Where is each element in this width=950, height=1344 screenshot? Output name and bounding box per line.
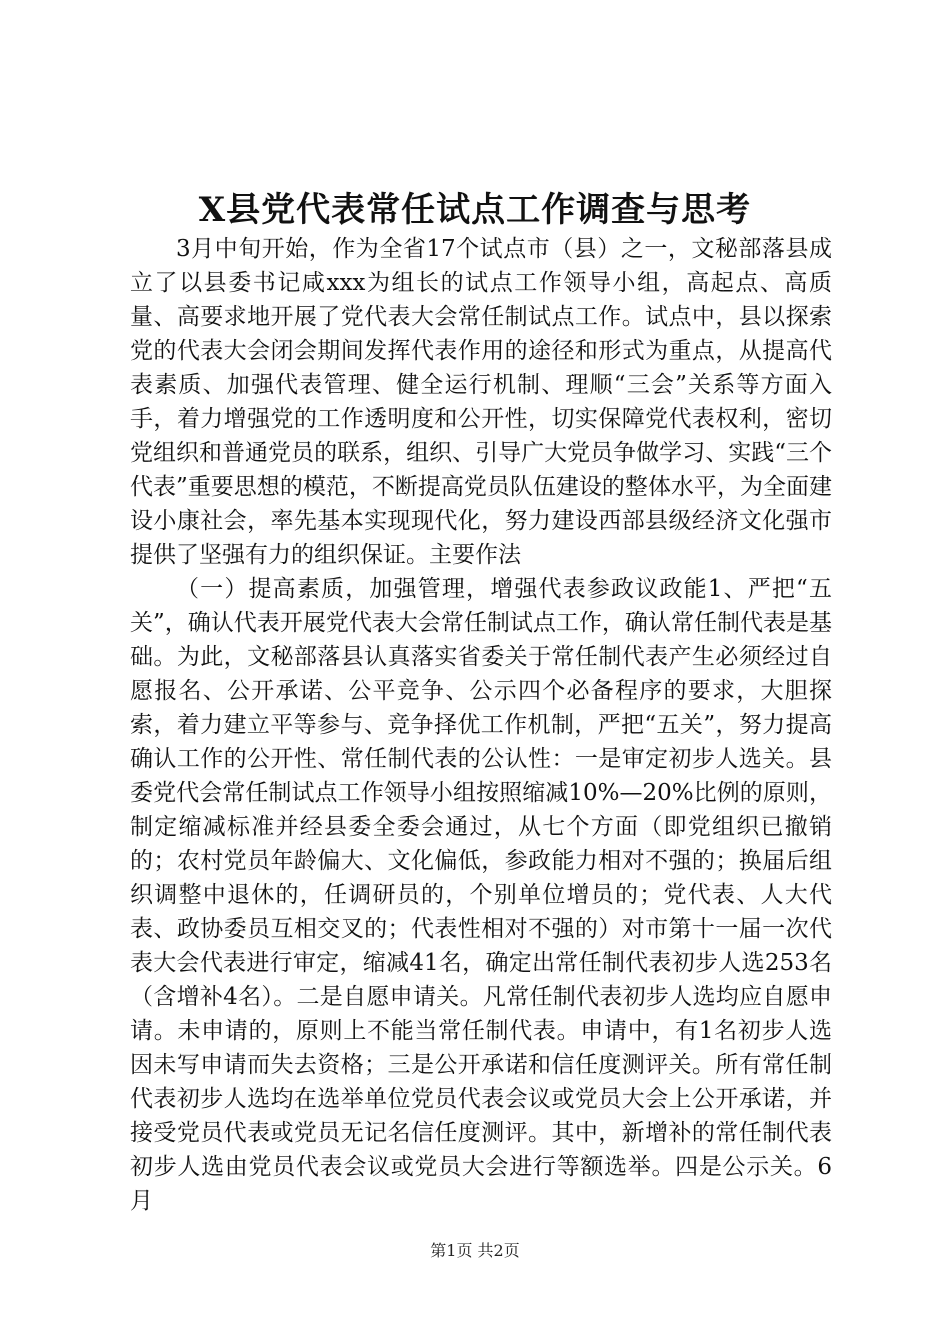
document-body: [130, 232, 832, 1218]
paragraph-section-one: （一）提高素质，加强管理，增强代表参政议政能1、严把“五关”，确认代表开展党代表大会常任制试点工作，确认常任制代表是基础。为此，文秘部落县认真落实省委关于常任制代表产生必须经过自愿报名、公开承诺、公平竞争、公示四个必备程序的要求，大胆探索，着力建立平等参与、竞争择优工作机制，严把“五关”，努力提高确认工作的公开性、常任制代表的公认性：一是审定初步人选关。县委党代会常任制试点工作领导小组按照缩减10%—20%比例的原则，制定缩减标准并经县委全委会通过，从七个方面（即党组织已撤销的；农村党员年龄偏大、文化偏低，参政能力相对不强的；换届后组织调整中退休的，任调研员的，个别单位增员的；党代表、人大代表、政协委员互相交叉的；代表性相对不强的）对市第十一届一次代表大会代表进行审定，缩减41名，确定出常任制代表初步人选253名（含增补4名）。二是自愿申请关。凡常任制代表初步人选均应自愿申请。未申请的，原则上不能当常任制代表。申请中，有1名初步人选因未写申请而失去资格；三是公开承诺和信任度测评关。所有常任制代表初步人选均在选举单位党员代表会议或党员大会上公开承诺，并接受党员代表或党员无记名信任度测评。其中，新增补的常任制代表初步人选由党员代表会议或党员大会进行等额选举。四是公示关。6月: [130, 576, 832, 1214]
paragraph-intro: 3月中旬开始，作为全省17个试点市（县）之一，文秘部落县成立了以县委书记咸xxx为组长的试点工作领导小组，高起点、高质量、高要求地开展了党代表大会常任制试点工作。试点中，县以探索党的代表大会闭会期间发挥代表作用的途径和形式为重点，从提高代表素质、加强代表管理、健全运行机制、理顺“三会”关系等方面入手，着力增强党的工作透明度和公开性，切实保障党代表权利，密切党组织和普通党员的联系，组织、引导广大党员争做学习、实践“三个代表”重要思想的模范，不断提高党员队伍建设的整体水平，为全面建设小康社会，率先基本实现现代化，努力建设西部县级经济文化强市提供了坚强有力的组织保证。主要作法: [130, 236, 832, 568]
document-title: X县党代表常任试点工作调查与思考: [198, 190, 752, 230]
page-footer: 第1页 共2页: [430, 1241, 520, 1260]
